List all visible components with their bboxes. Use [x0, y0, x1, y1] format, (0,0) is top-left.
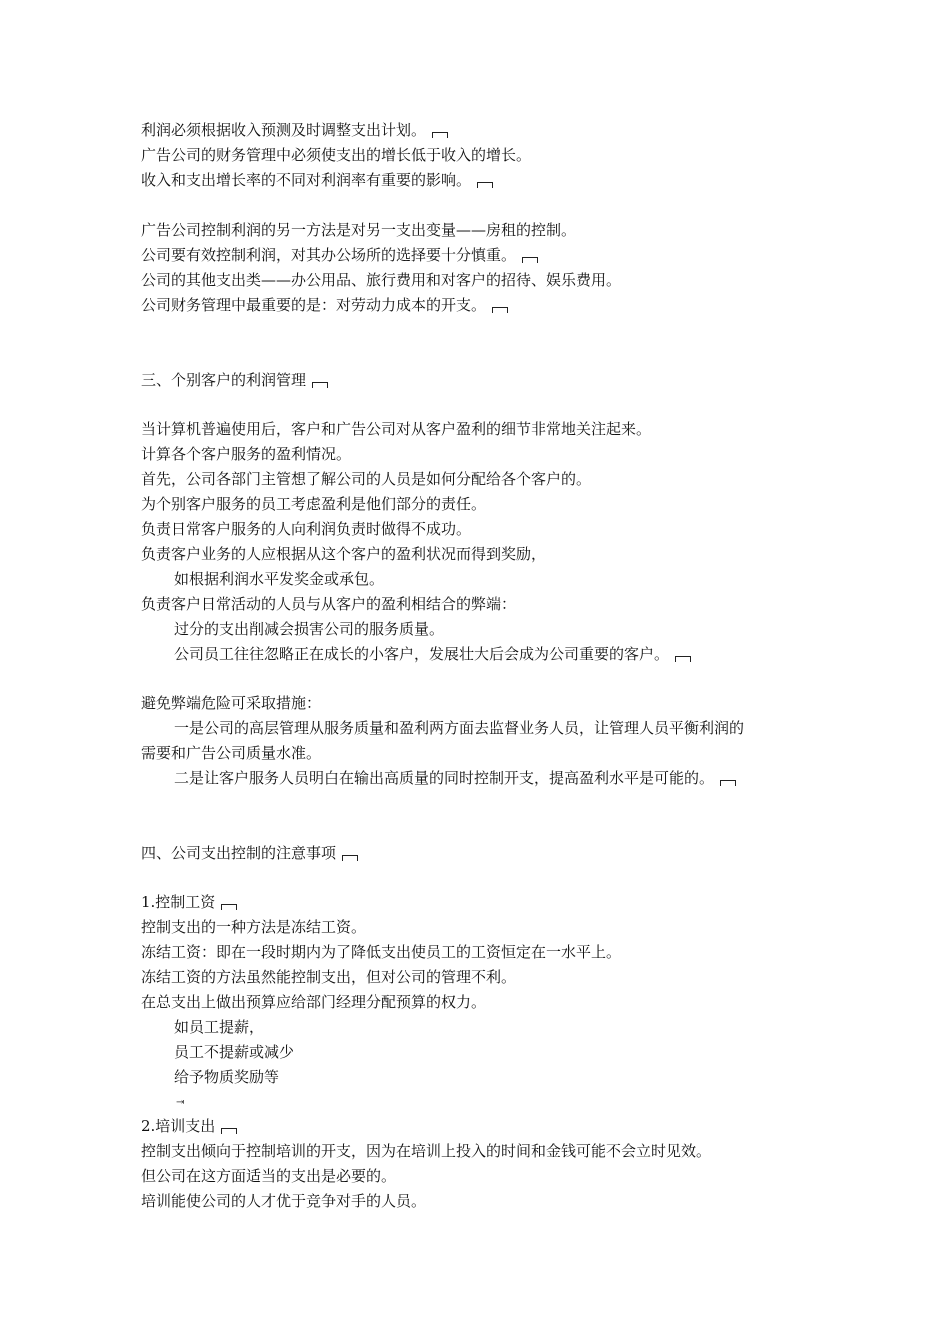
paragraph-mark-icon: [342, 855, 358, 861]
section-heading: 四、公司支出控制的注意事项: [141, 842, 358, 864]
paragraph-line: 负责日常客户服务的人向利润负责时做得不成功。: [141, 520, 472, 538]
paragraph-line: 收入和支出增长率的不同对利润率有重要的影响。: [141, 169, 493, 191]
paragraph-line: 计算各个客户服务的盈利情况。: [141, 445, 352, 463]
paragraph-mark-icon: [492, 307, 508, 313]
paragraph-line: 公司员工往往忽略正在成长的小客户，发展壮大后会成为公司重要的客户。: [174, 643, 691, 665]
paragraph-mark-icon: [221, 904, 237, 910]
paragraph-line: 避免弊端危险可采取措施：: [141, 694, 322, 712]
paragraph-line: 培训能使公司的人才优于竞争对手的人员。: [141, 1192, 427, 1210]
paragraph-line: 负责客户业务的人应根据从这个客户的盈利状况而得到奖励，: [141, 545, 547, 563]
paragraph-line: 公司要有效控制利润，对其办公场所的选择要十分慎重。: [141, 244, 538, 266]
tab-mark-icon: ⇥: [176, 1097, 185, 1108]
paragraph-line: 给予物质奖励等: [174, 1068, 280, 1086]
paragraph-line: 一是公司的高层管理从服务质量和盈利两方面去监督业务人员，让管理人员平衡利润的: [174, 719, 745, 737]
subsection-heading: 2.培训支出: [141, 1115, 237, 1137]
paragraph-line: 为个别客户服务的员工考虑盈利是他们部分的责任。: [141, 495, 487, 513]
paragraph-line: 广告公司控制利润的另一方法是对另一支出变量——房租的控制。: [141, 221, 577, 239]
paragraph-mark-icon: [477, 182, 493, 188]
paragraph-line: 员工不提薪或减少: [174, 1043, 295, 1061]
subsection-heading: 1.控制工资: [141, 891, 237, 913]
paragraph-line: 二是让客户服务人员明白在输出高质量的同时控制开支，提高盈利水平是可能的。: [174, 767, 736, 789]
paragraph-line: 负责客户日常活动的人员与从客户的盈利相结合的弊端：: [141, 595, 517, 613]
paragraph-mark-icon: [675, 656, 691, 662]
paragraph-mark-icon: [432, 132, 448, 138]
paragraph-line: 广告公司的财务管理中必须使支出的增长低于收入的增长。: [141, 146, 532, 164]
paragraph-line: 利润必须根据收入预测及时调整支出计划。: [141, 119, 448, 141]
paragraph-mark-icon: [221, 1128, 237, 1134]
paragraph-line: 过分的支出削减会损害公司的服务质量。: [174, 620, 445, 638]
paragraph-mark-icon: [720, 780, 736, 786]
paragraph-mark-icon: [312, 382, 328, 388]
paragraph-line: 在总支出上做出预算应给部门经理分配预算的权力。: [141, 993, 487, 1011]
paragraph-line: 冻结工资的方法虽然能控制支出，但对公司的管理不利。: [141, 968, 517, 986]
paragraph-line: 但公司在这方面适当的支出是必要的。: [141, 1167, 397, 1185]
paragraph-line: 控制支出的一种方法是冻结工资。: [141, 918, 367, 936]
paragraph-line: 冻结工资：即在一段时期内为了降低支出使员工的工资恒定在一水平上。: [141, 943, 622, 961]
paragraph-line: 如员工提薪，: [174, 1018, 265, 1036]
paragraph-line: 需要和广告公司质量水准。: [141, 744, 322, 762]
paragraph-line: 首先，公司各部门主管想了解公司的人员是如何分配给各个客户的。: [141, 470, 592, 488]
paragraph-line: 公司财务管理中最重要的是：对劳动力成本的开支。: [141, 294, 508, 316]
paragraph-mark-icon: [522, 257, 538, 263]
section-heading: 三、个别客户的利润管理: [141, 369, 328, 391]
paragraph-line: 公司的其他支出类——办公用品、旅行费用和对客户的招待、娱乐费用。: [141, 271, 622, 289]
paragraph-line: 当计算机普遍使用后，客户和广告公司对从客户盈利的细节非常地关注起来。: [141, 420, 652, 438]
paragraph-line: 控制支出倾向于控制培训的开支，因为在培训上投入的时间和金钱可能不会立时见效。: [141, 1142, 712, 1160]
paragraph-line: 如根据利润水平发奖金或承包。: [174, 570, 385, 588]
